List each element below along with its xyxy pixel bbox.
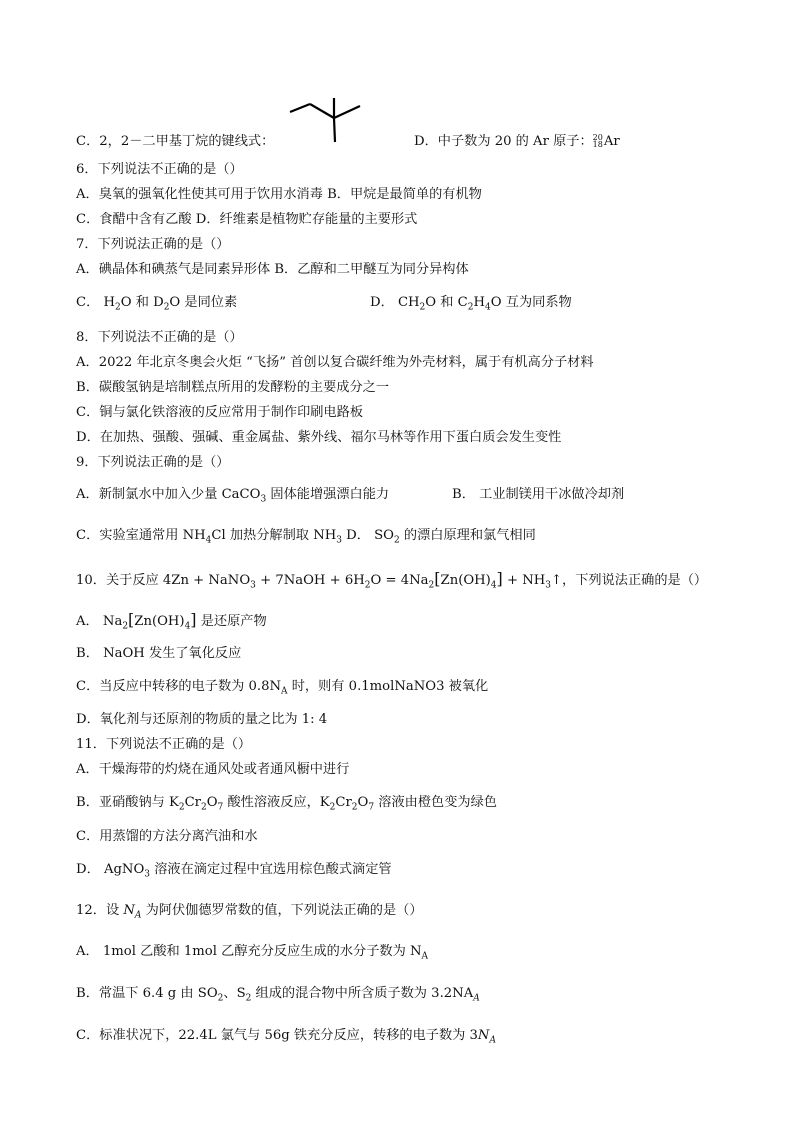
- element-symbol: Ar: [603, 134, 620, 149]
- q11-stem: 11．下列说法不正确的是（）: [76, 737, 252, 752]
- q8-option-b: B．碳酸氢钠是培制糕点所用的发酵粉的主要成分之一: [76, 380, 390, 395]
- q5-option-c-text: C．2，2－二甲基丁烷的键线式：: [76, 134, 275, 149]
- q12-stem: 12．设 $N_A$ 为阿伏伽德罗常数的值，下列说法正确的是（）: [76, 903, 423, 921]
- q6-stem: 6．下列说法不正确的是（）: [76, 162, 243, 177]
- q5-option-d-text: D．中子数为 20 的 Ar 原子：: [414, 134, 593, 149]
- q12-option-a: A． 1mol 乙酸和 1mol 乙醇充分反应生成的水分子数为 $N_A$: [76, 944, 429, 962]
- q9-option-a: A．新制氯水中加入少量 CaCO$_3$ 固体能增强漂白能力: [76, 487, 390, 505]
- bond-line: [334, 106, 360, 118]
- q5-option-c: [76, 133, 274, 151]
- q10-option-b: B． NaOH 发生了氧化反应: [76, 646, 242, 661]
- q5-option-d: [414, 133, 620, 151]
- q12-option-c: C．标准状况下，22.4L 氯气与 56g 铁充分反应，转移的电子数为 $3N_A$: [76, 1028, 496, 1046]
- q11-option-b: B．亚硝酸钠与 $K_2Cr_2O_7$ 酸性溶液反应，$K_2Cr_2O_7$ 溶液由橙色变为绿色: [76, 795, 497, 813]
- q11-option-d: D． AgNO$_3$ 溶液在滴定过程中宜选用棕色酸式滴定管: [76, 862, 392, 880]
- q8-option-c: C．铜与氯化铁溶液的反应常用于制作印刷电路板: [76, 405, 364, 420]
- q8-option-a: A．2022 年北京冬奥会火炬 “飞扬” 首创以复合碳纤维为外壳材料，属于有机高分子材料: [76, 355, 594, 370]
- isotope-notation: 20 18: [592, 132, 603, 149]
- q12-option-b: B．常温下 6.4 g 由 $SO_2$、$S_2$ 组成的混合物中所含质子数为 $3.2NA_A$: [76, 986, 480, 1004]
- skeletal-formula-drawing: [286, 98, 366, 146]
- q6-options-cd: C．食醋中含有乙酸 D．纤维素是植物贮存能量的主要形式: [76, 212, 418, 227]
- bond-line: [290, 104, 310, 112]
- q11-option-a: A．干燥海带的灼烧在通风处或者通风橱中进行: [76, 762, 350, 777]
- bond-line: [334, 118, 335, 142]
- q8-option-d: D．在加热、强酸、强碱、重金属盐、紫外线、福尔马林等作用下蛋白质会发生变性: [76, 430, 562, 445]
- q7-option-d: D． $CH_2O$ 和 $C_2H_4O$ 互为同系物: [370, 295, 572, 313]
- q10-stem: 10．关于反应 4Zn + NaNO$_3$ + 7NaOH + $6H_2O = 4Na_2[Zn(OH)_4]$ + $NH_3↑$，下列说法正确的是（）: [76, 569, 708, 591]
- bond-line: [310, 104, 334, 118]
- q7-options-ab: A．碘晶体和碘蒸气是同素异形体 B．乙醇和二甲醚互为同分异构体: [76, 262, 469, 277]
- q10-option-c: C．当反应中转移的电子数为 $0.8N_A$ 时，则有 0.1molNaNO3 被氧化: [76, 679, 489, 697]
- q6-options-ab: A．臭氧的强氧化性使其可用于饮用水消毒 B．甲烷是最简单的有机物: [76, 187, 482, 202]
- q9-option-b: B． 工业制镁用干冰做冷却剂: [452, 487, 625, 502]
- q10-option-d: D．氧化剂与还原剂的物质的量之比为 1: 4: [76, 712, 328, 727]
- q10-option-a: A． $Na_2[Zn(OH)_4]$ 是还原产物: [76, 610, 267, 632]
- q8-stem: 8．下列说法不正确的是（）: [76, 330, 243, 345]
- q7-stem: 7．下列说法正确的是（）: [76, 237, 230, 252]
- q9-options-cd: C．实验室通常用 $NH_4Cl$ 加热分解制取 $NH_3$ D． $SO_2$ 的漂白原理和氯气相同: [76, 528, 536, 546]
- q9-stem: 9．下列说法正确的是（）: [76, 455, 230, 470]
- q11-option-c: C．用蒸馏的方法分离汽油和水: [76, 829, 258, 844]
- q7-option-c: C． $H_2O$ 和 $D_2O$ 是同位素: [76, 295, 238, 313]
